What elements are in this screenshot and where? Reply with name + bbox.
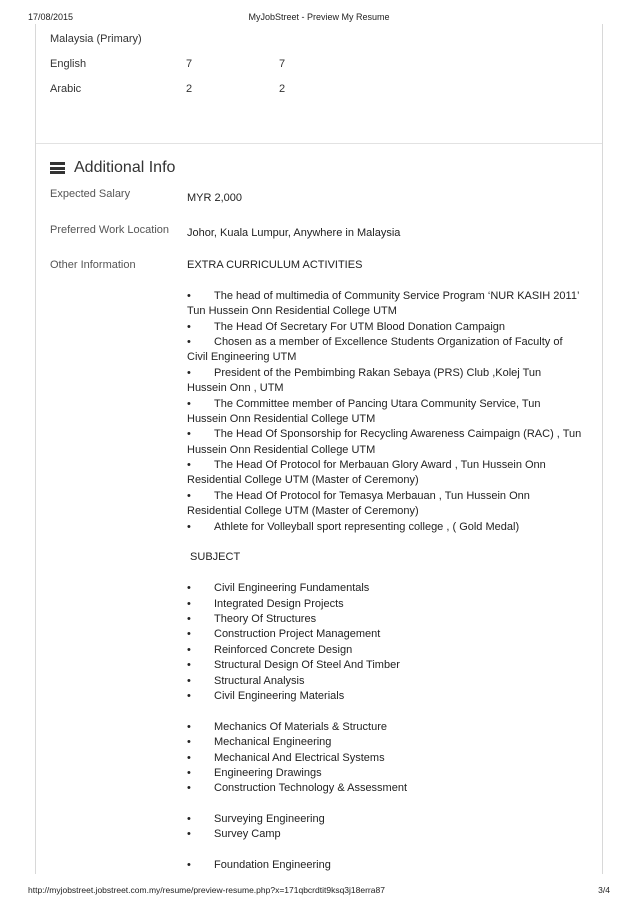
language-spoken: 7: [186, 58, 193, 70]
bullet-item: [187, 658, 597, 673]
bullet-item: [187, 827, 597, 842]
line-text: Athlete for Volleyball sport representing college , ( Gold Medal): [214, 520, 520, 533]
line-text: Hussein Onn Residential College UTM: [187, 443, 376, 456]
line-text: The Head Of Sponsorship for Recycling Awareness Caimpaign (RAC) , Tun: [214, 428, 582, 441]
bullet-glyph: •: [187, 320, 191, 333]
bullet-item: [187, 289, 597, 304]
language-written: 7: [279, 58, 286, 70]
line-text: Tun Hussein Onn Residential College UTM: [187, 305, 397, 318]
bullet-glyph: •: [187, 643, 191, 656]
blank-line: [187, 273, 597, 288]
bullet-glyph: •: [187, 489, 191, 502]
section-title-additional-info: [50, 157, 175, 179]
bullet-item: [187, 366, 597, 381]
line-text: The Head Of Protocol for Temasya Merbauan , Tun Hussein Onn: [214, 489, 530, 502]
print-header: [0, 0, 638, 24]
line-text: Residential College UTM (Master of Ceremony): [187, 505, 419, 518]
text-line: [187, 550, 597, 565]
bullet-item: [187, 781, 597, 796]
bullet-item: [187, 335, 597, 350]
bullet-glyph: •: [187, 828, 191, 841]
bullet-item: [187, 766, 597, 781]
bullet-item: [187, 520, 597, 535]
bullet-item: [187, 597, 597, 612]
line-text: Hussein Onn Residential College UTM: [187, 412, 376, 425]
bullet-item: [187, 612, 597, 627]
line-text: The Committee member of Pancing Utara Community Service, Tun: [214, 397, 541, 410]
bullet-item: [187, 720, 597, 735]
bullet-item: [187, 643, 597, 658]
text-line: [187, 504, 597, 519]
bullet-glyph: •: [187, 289, 191, 302]
blank-line: [187, 704, 597, 719]
bullet-item: [187, 397, 597, 412]
blank-line: [187, 535, 597, 550]
text-line: [187, 443, 597, 458]
text-line: [187, 350, 597, 365]
bullet-item: [187, 489, 597, 504]
bullet-glyph: •: [187, 720, 191, 733]
bullet-item: [187, 458, 597, 473]
line-text: SUBJECT: [187, 551, 241, 564]
line-text: President of the Pembimbing Rakan Sebaya (PRS) Club ,Kolej Tun: [214, 366, 542, 379]
text-line: [187, 304, 597, 319]
line-text: Hussein Onn , UTM: [187, 382, 284, 395]
text-line: [187, 381, 597, 396]
line-text: Engineering Drawings: [214, 766, 322, 779]
line-text: Mechanical Engineering: [214, 736, 332, 749]
preferred-location-label: Preferred Work Location: [50, 224, 170, 236]
bullet-item: [187, 751, 597, 766]
language-name: English: [50, 58, 87, 70]
print-date: 17/08/2015: [28, 12, 74, 22]
bullet-glyph: •: [187, 597, 191, 610]
bullet-item: [187, 627, 597, 642]
blank-line: [187, 843, 597, 858]
line-text: Construction Project Management: [214, 628, 381, 641]
bullet-glyph: •: [187, 520, 191, 533]
bullet-glyph: •: [187, 397, 191, 410]
text-line: [187, 412, 597, 427]
bullet-glyph: •: [187, 366, 191, 379]
line-text: Foundation Engineering: [214, 859, 331, 872]
bullet-glyph: •: [187, 782, 191, 795]
expected-salary-value: MYR 2,000: [187, 192, 243, 204]
preferred-location-value: Johor, Kuala Lumpur, Anywhere in Malaysia: [187, 227, 401, 239]
line-text: Surveying Engineering: [214, 813, 325, 826]
line-text: Survey Camp: [214, 828, 281, 841]
bullet-glyph: •: [187, 689, 191, 702]
text-line: [187, 473, 597, 488]
line-text: Mechanics Of Materials & Structure: [214, 720, 388, 733]
line-text: Integrated Design Projects: [214, 597, 344, 610]
line-text: Construction Technology & Assessment: [214, 782, 408, 795]
line-text: Civil Engineering Fundamentals: [214, 582, 370, 595]
line-text: Chosen as a member of Excellence Students Organization of Faculty of: [214, 335, 563, 348]
bullet-glyph: •: [187, 813, 191, 826]
other-information-value: [187, 258, 597, 874]
expected-salary-label: Expected Salary: [50, 188, 131, 200]
bullet-glyph: •: [187, 612, 191, 625]
line-text: The Head Of Secretary For UTM Blood Donation Campaign: [214, 320, 506, 333]
bullet-glyph: •: [187, 428, 191, 441]
bullet-glyph: •: [187, 859, 191, 872]
print-footer: [0, 879, 638, 903]
bullet-glyph: •: [187, 736, 191, 749]
line-text: The head of multimedia of Community Service Program ‘NUR KASIH 2011’: [214, 289, 580, 302]
line-text: Mechanical And Electrical Systems: [214, 751, 385, 764]
blank-line: [187, 566, 597, 581]
bullet-item: [187, 674, 597, 689]
list-icon: [50, 162, 65, 174]
line-text: Civil Engineering Materials: [214, 689, 345, 702]
bullet-glyph: •: [187, 582, 191, 595]
section-divider: [36, 143, 602, 144]
print-url: http://myjobstreet.jobstreet.com.my/resume/preview-resume.php?x=171qbcrdtit9ksq3j18erra87: [28, 885, 385, 895]
bullet-item: [187, 320, 597, 335]
print-title: MyJobStreet - Preview My Resume: [248, 12, 390, 22]
text-line: [187, 258, 597, 273]
bullet-item: [187, 581, 597, 596]
bullet-glyph: •: [187, 659, 191, 672]
line-text: Residential College UTM (Master of Ceremony): [187, 474, 419, 487]
line-text: Reinforced Concrete Design: [214, 643, 353, 656]
section-title-text: Additional Info: [74, 159, 176, 176]
blank-line: [187, 797, 597, 812]
line-text: The Head Of Protocol for Merbauan Glory Award , Tun Hussein Onn: [214, 459, 546, 472]
other-information-label: Other Information: [50, 259, 136, 271]
bullet-glyph: •: [187, 459, 191, 472]
bullet-glyph: •: [187, 628, 191, 641]
line-text: Structural Analysis: [214, 674, 305, 687]
language-written: 2: [279, 83, 286, 95]
bullet-glyph: •: [187, 674, 191, 687]
bullet-glyph: •: [187, 766, 191, 779]
line-text: Theory Of Structures: [214, 612, 317, 625]
bullet-glyph: •: [187, 335, 191, 348]
page-number: 3/4: [598, 885, 610, 895]
bullet-glyph: •: [187, 751, 191, 764]
line-text: Structural Design Of Steel And Timber: [214, 659, 400, 672]
bullet-item: [187, 689, 597, 704]
line-text: Civil Engineering UTM: [187, 351, 297, 364]
language-name: Arabic: [50, 83, 82, 95]
bullet-item: [187, 858, 597, 873]
language-spoken: 2: [186, 83, 193, 95]
bullet-item: [187, 427, 597, 442]
line-text: EXTRA CURRICULUM ACTIVITIES: [187, 259, 363, 271]
bullet-item: [187, 735, 597, 750]
bullet-item: [187, 812, 597, 827]
